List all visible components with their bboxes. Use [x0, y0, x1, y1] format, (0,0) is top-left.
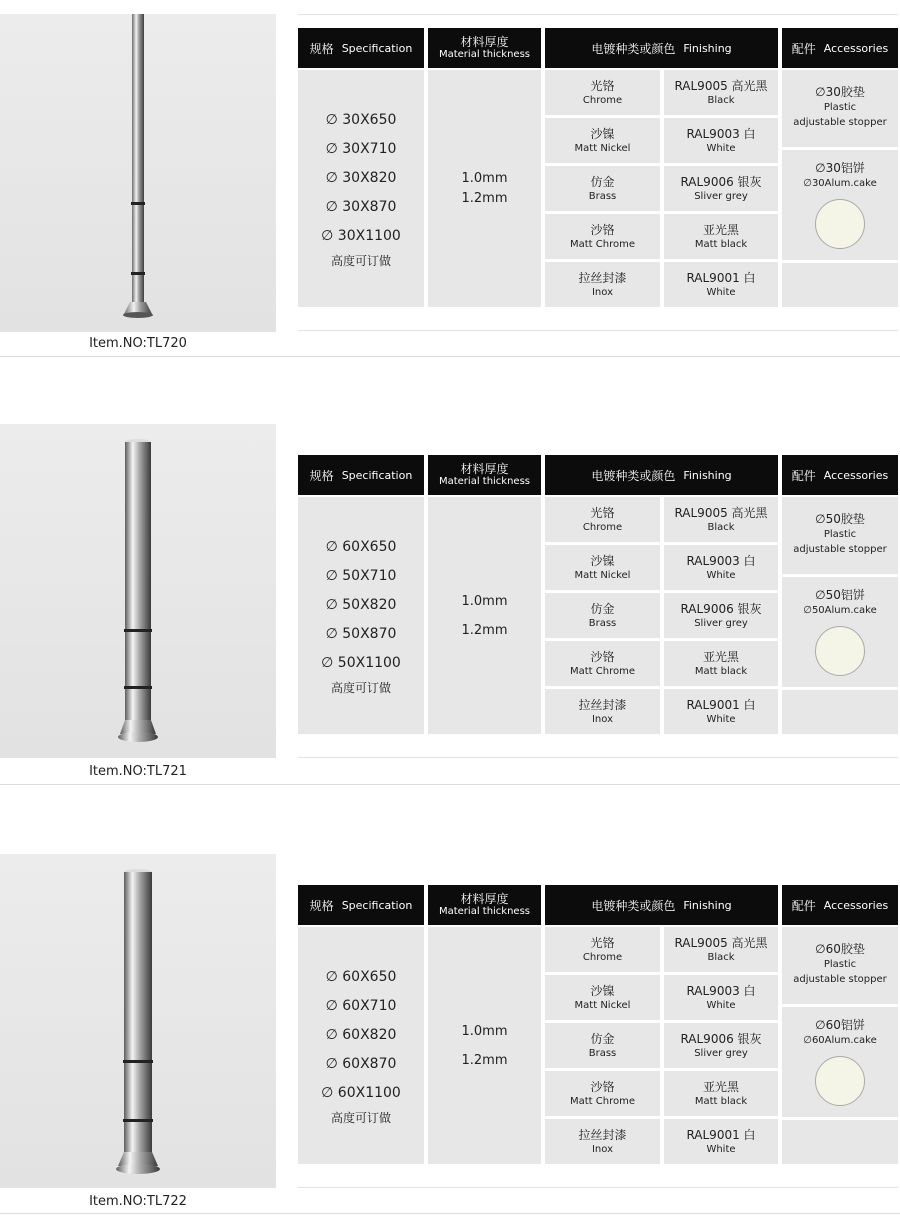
divider — [298, 757, 898, 758]
product-block-tl721 — [0, 424, 900, 794]
accessory-alum-cake: ∅50铝饼 ∅50Alum.cake — [782, 577, 898, 687]
section-divider — [0, 356, 900, 357]
accessory-alum-cake: ∅60铝饼 ∅60Alum.cake — [782, 1007, 898, 1117]
header-finishing: 电镀种类或颜色 Finishing — [545, 455, 778, 495]
finish-cell: 沙铬 Matt Chrome — [545, 214, 660, 259]
thickness-value: 1.2mm — [461, 1052, 508, 1068]
finish-cell: 仿金 Brass — [545, 593, 660, 638]
finish-cell: 亚光黑 Matt black — [664, 641, 778, 686]
spec-size: ∅ 30X1100 — [321, 228, 401, 244]
finish-cell: 光铬 Chrome — [545, 70, 660, 115]
finish-cell: RAL9003 白 White — [664, 118, 778, 163]
product-block-tl722 — [0, 854, 900, 1217]
accessory-stopper: ∅60胶垫 Plastic adjustable stopper — [782, 927, 898, 1004]
thickness-cell — [428, 927, 541, 1164]
thickness-cell — [428, 497, 541, 734]
spec-size: ∅ 60X710 — [325, 998, 397, 1014]
spec-size: ∅ 60X820 — [325, 1027, 397, 1043]
finish-cell: 光铬 Chrome — [545, 497, 660, 542]
finish-cell: RAL9005 高光黑 Black — [664, 927, 778, 972]
finish-cell: 沙铬 Matt Chrome — [545, 1071, 660, 1116]
product-photo — [0, 14, 276, 332]
alum-cake-disc — [815, 199, 865, 249]
accessory-stopper: ∅30胶垫 Plastic adjustable stopper — [782, 70, 898, 147]
spec-size: ∅ 50X870 — [325, 626, 397, 642]
spec-size: ∅ 50X710 — [325, 568, 397, 584]
finish-cell: 沙镍 Matt Nickel — [545, 118, 660, 163]
item-number: Item.NO:TL720 — [89, 336, 187, 351]
thickness-value: 1.2mm — [461, 622, 508, 638]
spec-size: ∅ 50X820 — [325, 597, 397, 613]
finish-cell: 沙镍 Matt Nickel — [545, 975, 660, 1020]
header-finishing: 电镀种类或颜色 Finishing — [545, 885, 778, 925]
spec-size: ∅ 50X1100 — [321, 655, 401, 671]
finish-cell: RAL9006 银灰 Sliver grey — [664, 166, 778, 211]
accessory-empty — [782, 263, 898, 307]
section-divider — [0, 784, 900, 785]
header-specification: 规格 Specification — [298, 28, 424, 68]
product-photo — [0, 854, 276, 1188]
thickness-value: 1.2mm — [461, 190, 508, 206]
finish-cell: RAL9003 白 White — [664, 545, 778, 590]
post-image — [0, 424, 276, 758]
spec-size: ∅ 30X870 — [325, 199, 397, 215]
header-finishing: 电镀种类或颜色 Finishing — [545, 28, 778, 68]
divider — [298, 14, 898, 15]
finish-cell: RAL9001 白 White — [664, 689, 778, 734]
divider — [298, 330, 898, 331]
spec-size: ∅ 30X710 — [325, 141, 397, 157]
header-specification: 规格 Specification — [298, 885, 424, 925]
spec-size: ∅ 30X650 — [325, 112, 397, 128]
divider — [298, 1187, 898, 1188]
header-specification: 规格 Specification — [298, 455, 424, 495]
custom-height-note: 高度可订做 — [330, 1111, 391, 1125]
custom-height-note: 高度可订做 — [330, 254, 391, 268]
alum-cake-disc — [815, 1056, 865, 1106]
finish-cell: 拉丝封漆 Inox — [545, 262, 660, 307]
finish-cell: 亚光黑 Matt black — [664, 1071, 778, 1116]
spec-cell — [298, 497, 424, 734]
spec-size: ∅ 60X650 — [325, 969, 397, 985]
header-thickness: 材料厚度 Material thickness — [428, 455, 541, 495]
header-accessories: 配件 Accessories — [782, 28, 898, 68]
post-image — [0, 854, 276, 1188]
finish-cell: RAL9005 高光黑 Black — [664, 70, 778, 115]
accessory-empty — [782, 1120, 898, 1164]
spec-table — [298, 455, 898, 735]
accessory-alum-cake: ∅30铝饼 ∅30Alum.cake — [782, 150, 898, 260]
finish-cell: 光铬 Chrome — [545, 927, 660, 972]
spec-table — [298, 885, 898, 1165]
accessory-stopper: ∅50胶垫 Plastic adjustable stopper — [782, 497, 898, 574]
thickness-value: 1.0mm — [461, 1023, 508, 1039]
finish-cell: 沙铬 Matt Chrome — [545, 641, 660, 686]
finish-cell: 仿金 Brass — [545, 166, 660, 211]
header-accessories: 配件 Accessories — [782, 885, 898, 925]
section-divider — [0, 1213, 900, 1214]
spec-cell — [298, 927, 424, 1164]
finish-cell: 拉丝封漆 Inox — [545, 1119, 660, 1164]
spec-size: ∅ 30X820 — [325, 170, 397, 186]
finish-cell: 拉丝封漆 Inox — [545, 689, 660, 734]
spec-size: ∅ 60X650 — [325, 539, 397, 555]
finish-cell: 亚光黑 Matt black — [664, 214, 778, 259]
finish-cell: RAL9006 银灰 Sliver grey — [664, 593, 778, 638]
item-number: Item.NO:TL721 — [89, 764, 187, 779]
custom-height-note: 高度可订做 — [330, 681, 391, 695]
thickness-value: 1.0mm — [461, 170, 508, 186]
header-thickness: 材料厚度 Material thickness — [428, 885, 541, 925]
alum-cake-disc — [815, 626, 865, 676]
header-thickness: 材料厚度 Material thickness — [428, 28, 541, 68]
finish-cell: RAL9006 银灰 Sliver grey — [664, 1023, 778, 1068]
finish-cell: RAL9005 高光黑 Black — [664, 497, 778, 542]
finish-cell: RAL9001 白 White — [664, 262, 778, 307]
product-photo — [0, 424, 276, 758]
spec-cell — [298, 70, 424, 307]
finish-cell: 仿金 Brass — [545, 1023, 660, 1068]
thickness-value: 1.0mm — [461, 593, 508, 609]
spec-size: ∅ 60X870 — [325, 1056, 397, 1072]
item-number: Item.NO:TL722 — [89, 1194, 187, 1209]
accessory-empty — [782, 690, 898, 734]
header-accessories: 配件 Accessories — [782, 455, 898, 495]
spec-size: ∅ 60X1100 — [321, 1085, 401, 1101]
finish-cell: RAL9001 白 White — [664, 1119, 778, 1164]
post-image — [0, 14, 276, 332]
spec-table — [298, 28, 898, 308]
thickness-cell — [428, 70, 541, 307]
product-block-tl720 — [0, 0, 900, 360]
finish-cell: 沙镍 Matt Nickel — [545, 545, 660, 590]
finish-cell: RAL9003 白 White — [664, 975, 778, 1020]
